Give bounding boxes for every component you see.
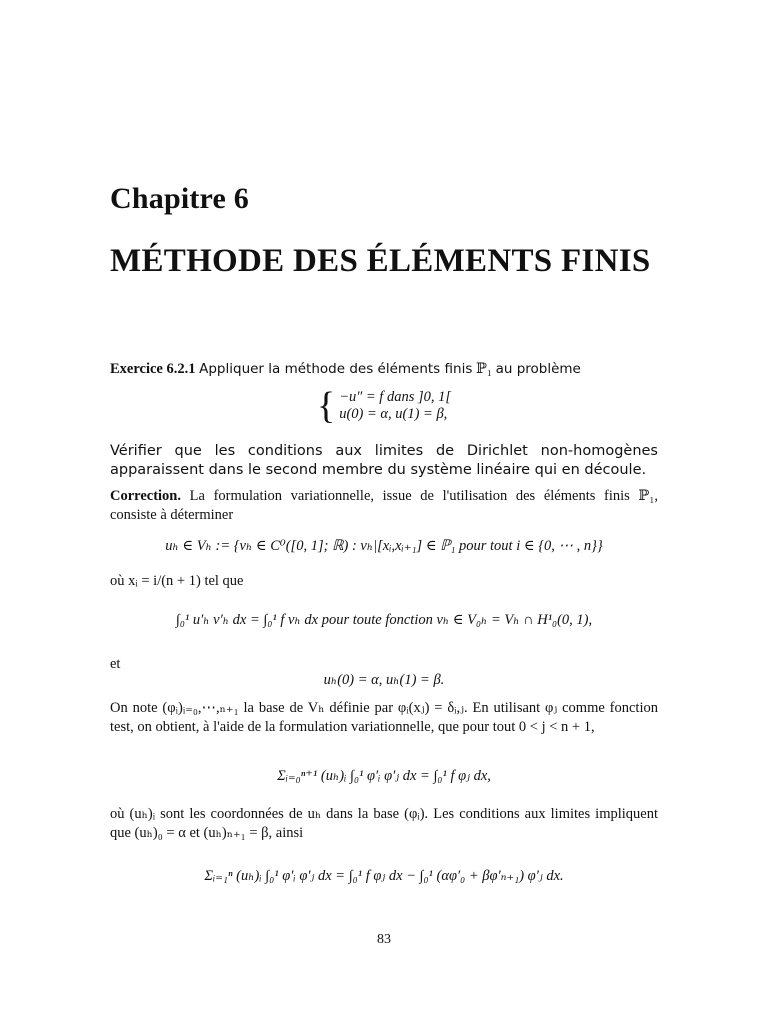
equation-variational-text: ∫₀¹ u′ₕ v′ₕ dx = ∫₀¹ f vₕ dx pour toute fonction vₕ ∈ V₀ₕ = Vₕ ∩ H¹₀(0, 1), xyxy=(175,612,593,628)
correction-intro xyxy=(110,487,658,525)
basis-text: On note (φᵢ)ᵢ₌₀,⋯,ₙ₊₁ la base de Vₕ définie par φᵢ(xⱼ) = δᵢ,ⱼ. En utilisant φⱼ comme fonction test, on obtient, à l'aide de la formulation variationnelle, que pour tout 0 < j < n + 1, xyxy=(110,700,658,735)
exercise-label: Exercice 6.2.1 xyxy=(110,361,196,377)
exercise-space: ℙ₁ xyxy=(475,361,492,377)
system-line-1: −u″ = f dans ]0, 1[ xyxy=(339,389,452,405)
exercise-question: Vérifier que les conditions aux limites de Dirichlet non-homogènes apparaissent dans le second membre du système linéaire qui en découle. xyxy=(110,443,658,478)
coords-text: où (uₕ)ᵢ sont les coordonnées de uₕ dans la base (φᵢ). Les conditions aux limites impliquent que (uₕ)₀ = α et (uₕ)ₙ₊₁ = β, ainsi xyxy=(110,806,658,841)
chapter-label: Chapitre 6 xyxy=(110,182,249,215)
exercise-text-before: Appliquer la méthode des éléments finis xyxy=(199,361,473,377)
system-line-2: u(0) = α, u(1) = β, xyxy=(339,406,448,422)
equation-final-text: Σᵢ₌₁ⁿ (uₕ)ᵢ ∫₀¹ φ′ᵢ φ′ⱼ dx = ∫₀¹ f φⱼ dx − ∫₀¹ (αφ′₀ + βφ′ₙ₊₁) φ′ⱼ dx. xyxy=(204,868,564,884)
equation-space-text: uₕ ∈ Vₕ := {vₕ ∈ C⁰([0, 1]; ℝ) : vₕ|[xᵢ,xᵢ₊₁] ∈ ℙ₁ pour tout i ∈ {0, ⋯ , n}} xyxy=(165,538,603,554)
chapter-title: MÉTHODE DES ÉLÉMENTS FINIS xyxy=(110,243,651,279)
equation-system xyxy=(110,768,658,785)
equation-system-text: Σᵢ₌₀ⁿ⁺¹ (uₕ)ᵢ ∫₀¹ φ′ᵢ φ′ⱼ dx = ∫₀¹ f φⱼ dx, xyxy=(277,768,491,784)
equation-space xyxy=(110,538,658,555)
and-text: et xyxy=(110,656,121,672)
exercise-system xyxy=(110,385,658,427)
exercise-statement xyxy=(110,360,658,379)
equation-bc-text: uₕ(0) = α, uₕ(1) = β. xyxy=(323,672,445,688)
equation-variational xyxy=(110,612,658,629)
exercise-text-after: au problème xyxy=(495,361,581,377)
equation-final xyxy=(110,868,658,885)
nodes-text: où xᵢ = i/(n + 1) tel que xyxy=(110,573,244,589)
equation-bc xyxy=(110,672,658,689)
correction-intro-text: La formulation variationnelle, issue de l'utilisation des éléments finis ℙ₁, consiste à déterminer xyxy=(110,488,658,523)
page-number: 83 xyxy=(377,932,391,947)
correction-label: Correction. xyxy=(110,488,181,504)
left-brace: { xyxy=(316,385,336,427)
